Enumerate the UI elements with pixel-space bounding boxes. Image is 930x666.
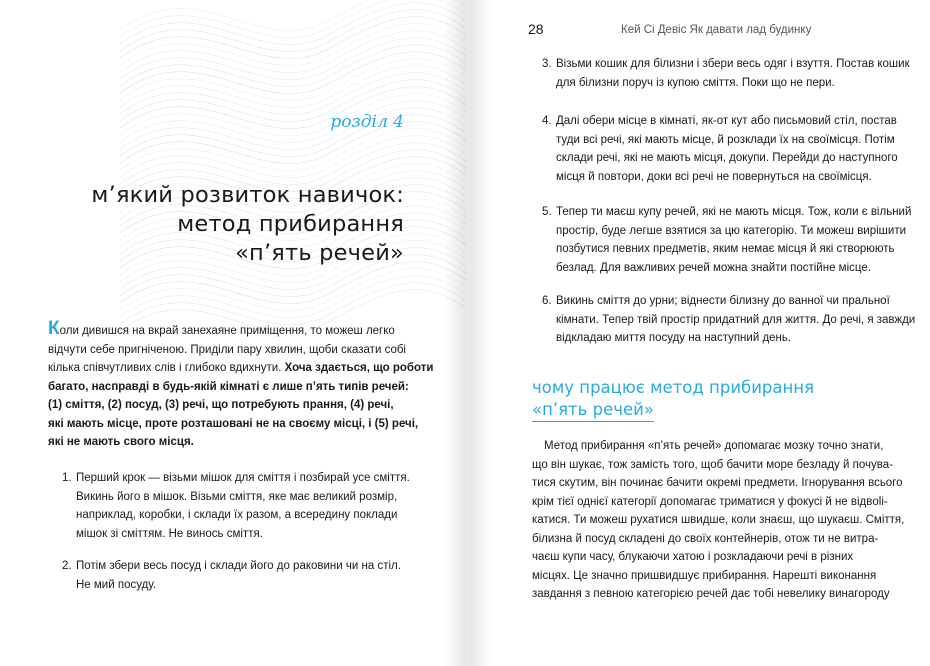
wave-line [120,0,466,38]
list-line: Не мий посуду. [76,578,157,591]
list-item [542,203,911,277]
chapter-label: розділ 4 [330,112,404,132]
section-heading-line: «п’ять речей» [532,399,654,422]
body-line: катися. Ти можеш рухатися швидше, коли знаєш, що шукаєш. Сміття, [532,514,905,526]
list-number: 5. [542,206,552,218]
intro-line: відчути себе пригніченою. Приділи пару хвилин, щоби сказати собі [48,343,406,356]
list-item [542,292,915,348]
list-number: 4. [542,115,552,127]
body-line: завдання з певною категорією речей дає тобі невелику винагороду [532,588,890,600]
section-heading [532,377,814,422]
list-line: кімнати. Тепер твій простір придатний для життя. До речі, я завжди [556,313,916,326]
list-item [542,112,898,186]
intro-bold-line: багато, насправді в будь-якій кімнаті є лише п’ять типів речей: [48,380,409,393]
intro-paragraph [48,318,434,452]
chapter-title-line: метод прибирання [177,211,404,237]
drop-cap: К [48,318,60,339]
body-line: чаєш купи часу, блукаючи хатою і розкладаючи речі в різних [532,551,854,563]
decorative-wave-lines [0,0,466,340]
wave-line [120,0,466,31]
gutter-shadow [444,0,466,666]
list-line: наприклад, коробки, і склади їх разом, а всередину поклади [76,509,398,521]
chapter-title-line: м’який розвиток навичок: [91,182,404,208]
list-number: 3. [542,58,552,70]
page-number: 28 [528,21,544,37]
gutter-shadow [470,0,492,666]
list-line: Візьми кошик для білизни і збери весь одяг і взуття. Постав кошик [556,58,910,70]
body-line: що він шукає, тож замість того, щоб бачити море безладу й почува- [532,458,893,471]
list-line: для білизни поруч із купою сміття. Поки що не пери. [556,76,835,89]
intro-bold-line: (1) сміття, (2) посуд, (3) речі, що потребують прання, (4) речі, [48,399,394,411]
list-number: 2. [62,560,72,572]
list-line: безлад. Для важливих речей можна знайти постійне місце. [556,261,871,274]
list-item [62,557,401,594]
intro-line: оли дивишся на вкрай занехаяне приміщення, то можеш легко [59,325,395,337]
body-line: крім тієї однієї категорії допомагає триматися у фокусі й не відвolі- [532,495,888,508]
body-line: місцях. Це значно пришвидшує прибирання. Нарешті виконання [532,569,877,582]
list-item [62,469,410,543]
body-paragraph [532,437,905,604]
list-line: мішок зі сміттям. Не винось сміття. [76,527,263,540]
list-line: Далі обери місце в кімнаті, як-от кут або письмовий стіл, постав [556,115,897,127]
body-line: білизна й посуд складені до своїх контейнерів, отож ти не витра- [532,532,879,545]
list-line: Перший крок — візьми мішок для сміття і позбирай усе сміття. [76,472,410,484]
running-head: Кей Сі Девіс Як давати лад будинку [621,24,812,36]
list-line: склади речі, які не мають місця, докупи. Перейди до наступного [556,152,898,164]
list-line: місця й повтори, доки всі речі не повернуться на своїмісця. [556,170,872,183]
intro-bold-line: які не мають свого місця. [48,436,194,448]
list-line: туди всі речі, які мають місце, й розклади їх на своїмісця. Потім [556,133,895,146]
list-line: Викинь його в мішок. Візьми сміття, яке має великий розмір, [76,490,398,503]
list-number: 1. [62,472,72,484]
list-line: Потім збери весь посуд і склади його до раковини чи на стіл. [76,560,401,572]
list-number: 6. [542,295,552,307]
list-item [542,55,910,92]
list-line: відкладаю миття посуду на наступний день. [556,332,792,344]
list-line: простір, буде легше взятися за цю категорію. Ти можеш вирішити [556,224,907,237]
chapter-title-line: «п’ять речей» [235,240,404,266]
right-page [470,0,930,666]
chapter-title [44,181,404,268]
section-heading-line: чому працює метод прибирання [532,378,815,397]
intro-bold-text: Хоча здається, що роботи [284,362,434,374]
body-line: тися скутим, він починає бачити окремі предмети. Ігнорування всього [532,477,903,489]
list-line: Викинь сміття до урни; віднести білизну до ванної чи пральної [556,295,890,307]
list-line: позбутися певних предметів, яким немає місця й які створюють [556,243,895,255]
intro-bold-line: які мають місце, проте розташовані не на своєму місці, і (5) речі, [48,417,419,430]
list-line: Тепер ти маєш купу речей, які не мають місця. Тож, коли є вільний [556,206,912,218]
intro-line: кілька співчутливих слів і глибоко вдихнути. [48,362,285,374]
body-line: Метод прибирання «п’ять речей» допомагає мозку точно знати, [544,440,884,452]
